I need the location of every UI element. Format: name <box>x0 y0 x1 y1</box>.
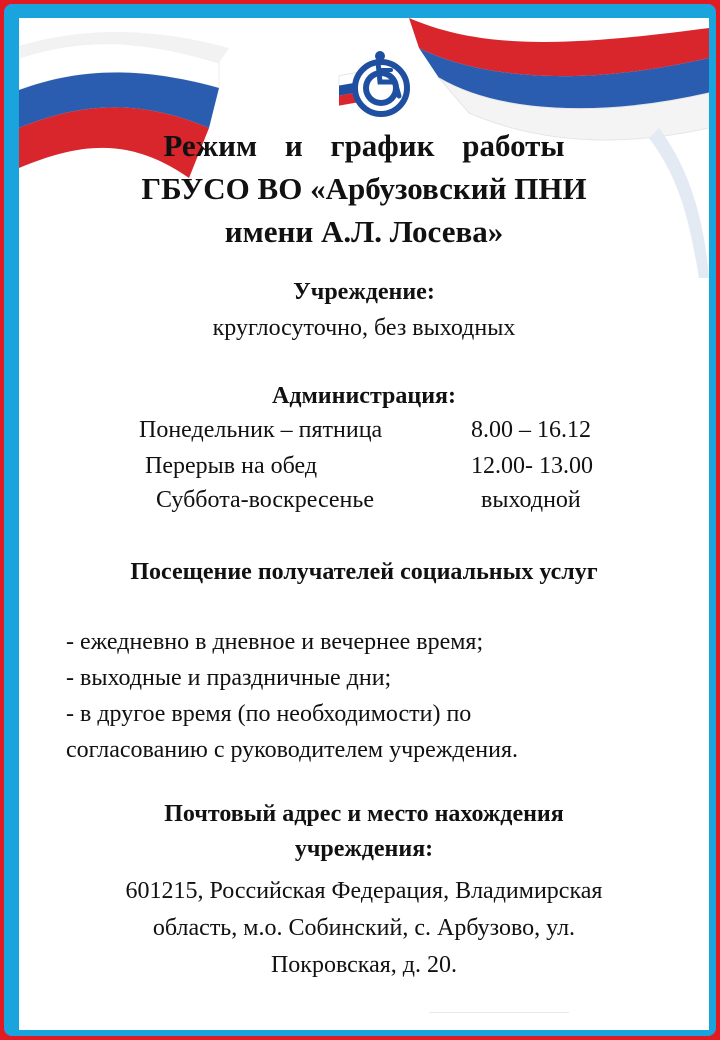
administration-heading: Администрация: <box>271 383 457 409</box>
institution-heading: Учреждение: <box>293 279 435 305</box>
title-line-3: имени А.Л. Лосева» <box>224 214 504 249</box>
disability-emblem-icon <box>337 48 419 122</box>
visits-heading: Посещение получателей социальных услуг <box>130 559 598 585</box>
schedule-time-lunch: 12.00- 13.00 <box>471 453 593 479</box>
outer-border <box>4 4 716 1036</box>
list-item: согласованию с руководителем учреждения. <box>66 737 519 763</box>
postal-address <box>19 873 709 984</box>
address-line-2: область, м.о. Собинский, с. Арбузово, ул. <box>152 915 576 941</box>
address-heading-line-2: учреждения: <box>294 836 434 862</box>
schedule-day-lunch: Перерыв на обед <box>145 453 318 479</box>
address-line-1: 601215, Российская Федерация, Владимирская <box>125 878 603 904</box>
institution-hours: круглосуточно, без выходных <box>212 315 516 341</box>
schedule-day-weekdays: Понедельник – пятница <box>139 417 383 443</box>
title-line-2: ГБУСО ВО «Арбузовский ПНИ <box>141 171 587 206</box>
poster-sheet <box>19 18 709 1030</box>
schedule-time-weekend: выходной <box>481 487 581 513</box>
schedule-day-weekend: Суббота-воскресенье <box>156 487 374 513</box>
address-line-3: Покровская, д. 20. <box>270 952 458 978</box>
visits-list <box>66 624 518 768</box>
schedule-time-weekdays: 8.00 – 16.12 <box>471 417 591 443</box>
list-item: - ежедневно в дневное и вечернее время; <box>66 629 484 655</box>
page-title <box>19 124 709 253</box>
title-line-1: Режим и график работы <box>163 128 565 163</box>
address-heading-line-1: Почтовый адрес и место нахождения <box>164 801 564 827</box>
list-item: - выходные и праздничные дни; <box>66 665 392 691</box>
divider <box>429 1012 569 1013</box>
list-item: - в другое время (по необходимости) по <box>66 701 472 727</box>
